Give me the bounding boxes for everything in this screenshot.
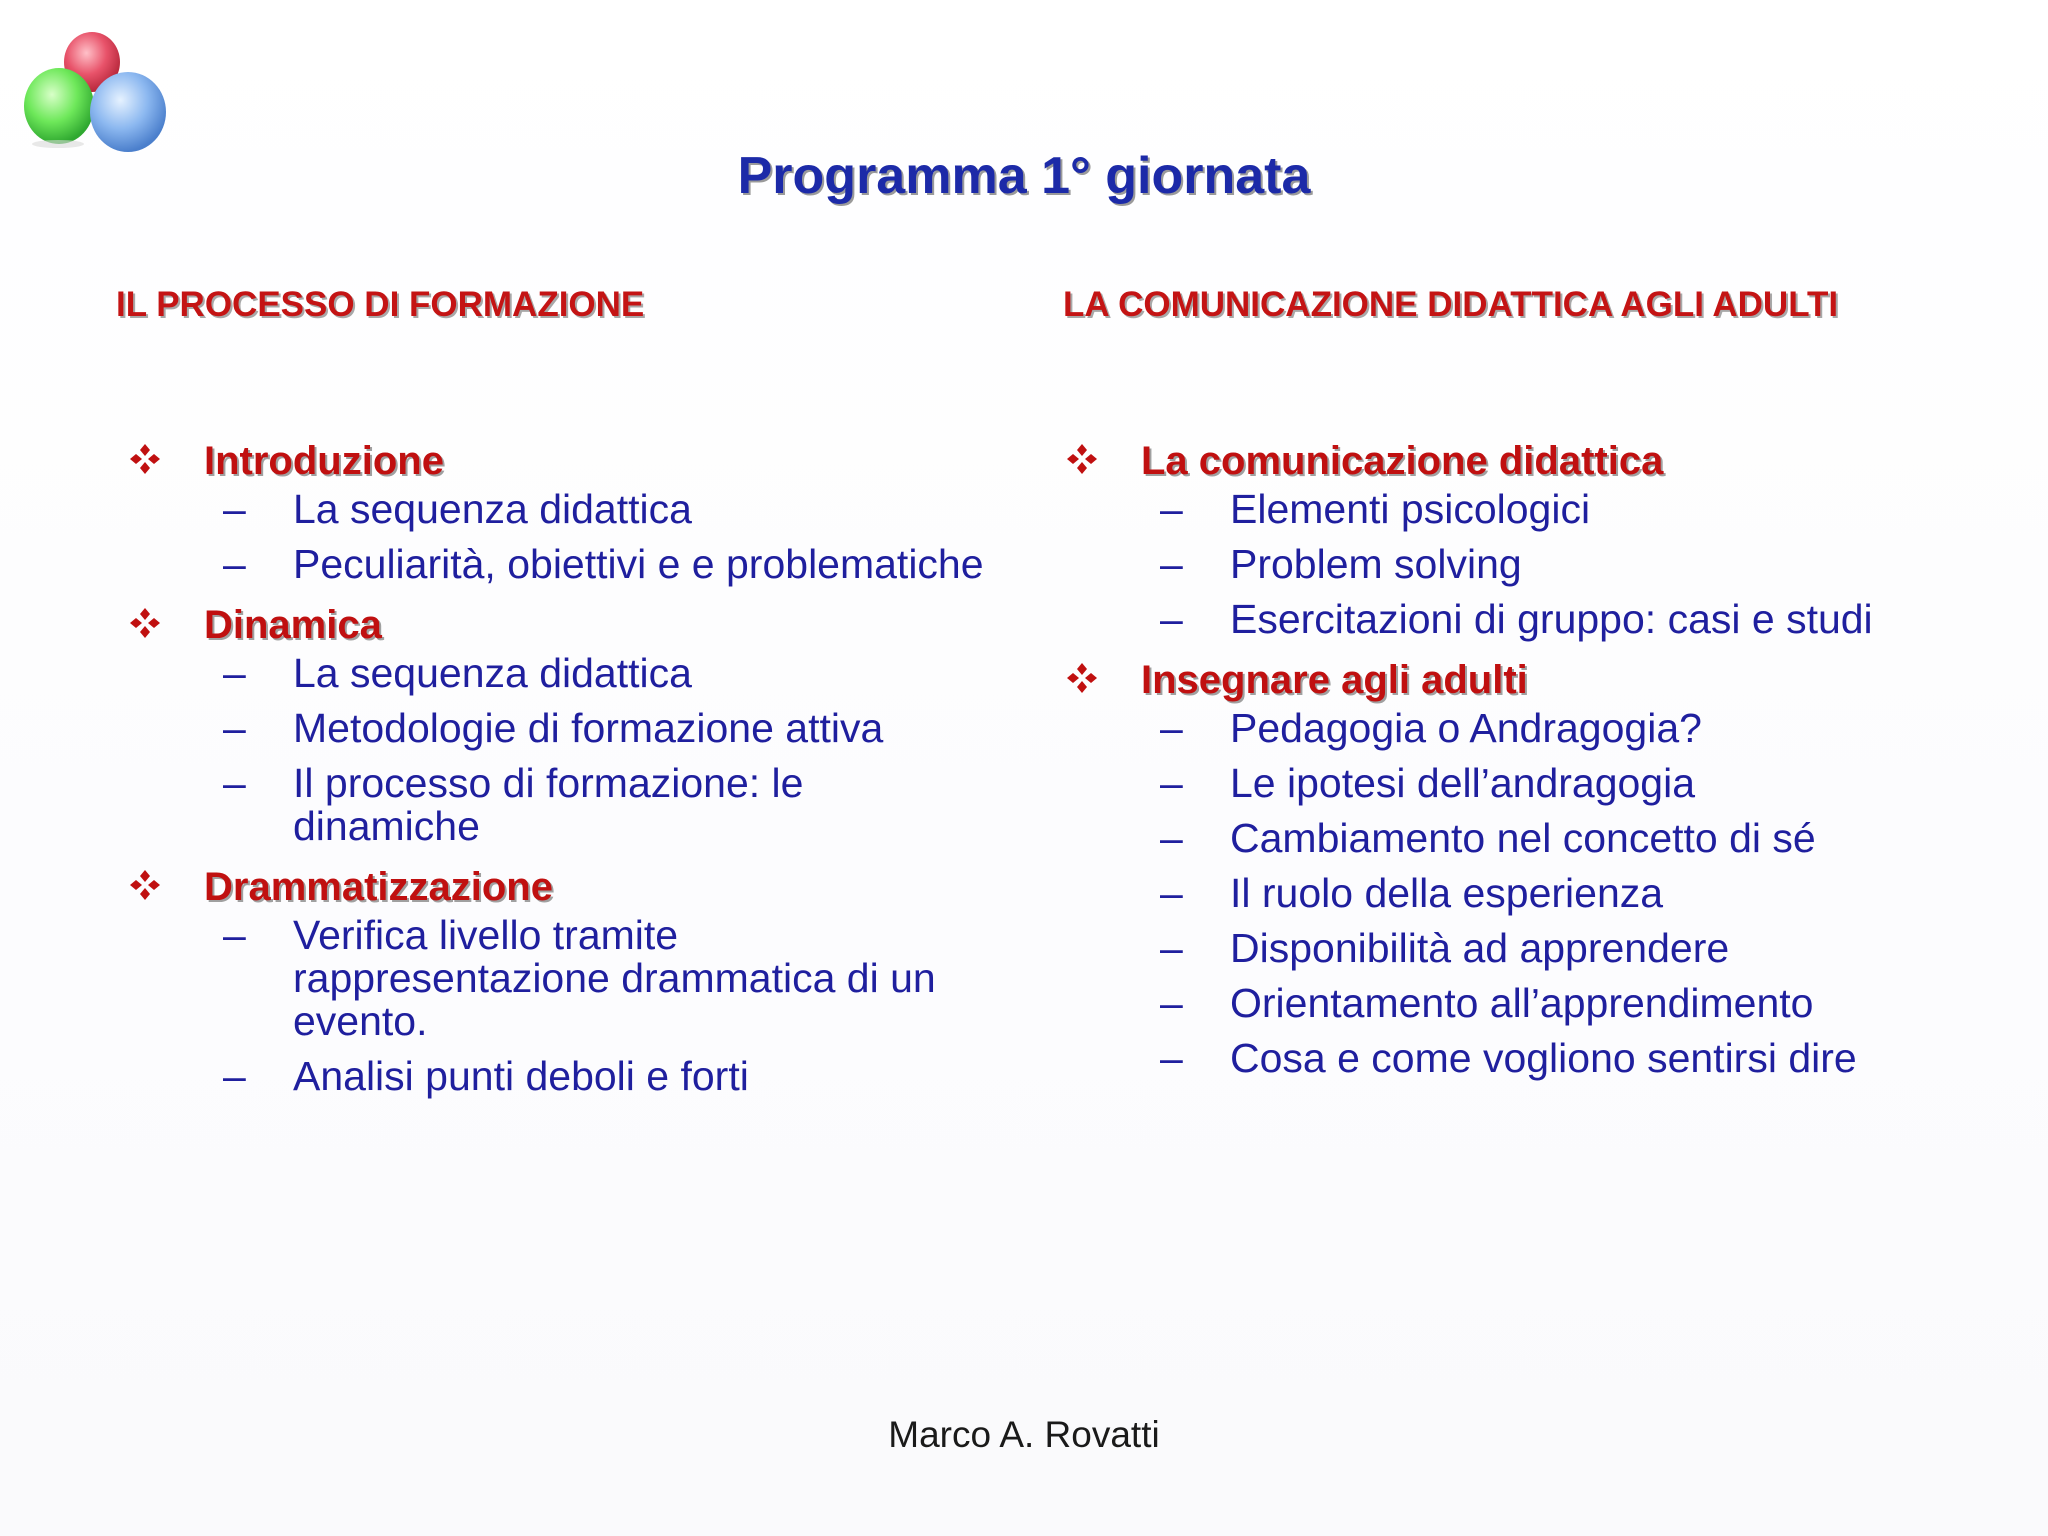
dash-marker: – bbox=[1160, 760, 1183, 806]
section-title: Insegnare agli adulti bbox=[1141, 658, 1528, 702]
footer-author: Marco A. Rovatti bbox=[888, 1414, 1160, 1455]
list-item: – Il ruolo della esperienza bbox=[1160, 870, 1664, 916]
list-item: – Cosa e come vogliono sentirsi dire bbox=[1160, 1035, 1857, 1081]
dash-marker: – bbox=[223, 912, 246, 958]
diamond-bullet-icon bbox=[128, 606, 162, 640]
list-item: – Elementi psicologici bbox=[1160, 486, 1591, 532]
section-comunicazione-didattica bbox=[1065, 434, 2025, 641]
diamond-bullet-icon bbox=[128, 868, 162, 902]
list-item: – La sequenza didattica bbox=[223, 650, 692, 696]
sub-list bbox=[128, 914, 988, 1098]
dash-marker: – bbox=[1160, 1035, 1183, 1081]
dash-marker: – bbox=[1160, 815, 1183, 861]
dash-marker: – bbox=[1160, 486, 1183, 532]
sub-list bbox=[1065, 707, 2025, 1080]
left-column bbox=[128, 434, 988, 1110]
dash-marker: – bbox=[1160, 541, 1183, 587]
sub-list bbox=[1065, 488, 2025, 641]
list-item: – Verifica livello tramite rappresentazione drammatica di un evento. bbox=[223, 912, 936, 1044]
diamond-bullet-icon bbox=[1065, 661, 1099, 695]
list-item: – Peculiarità, obiettivi e e problematiche bbox=[223, 541, 984, 587]
list-item: – Cambiamento nel concetto di sé bbox=[1160, 815, 1816, 861]
sub-list bbox=[128, 488, 988, 586]
section-title: La comunicazione didattica bbox=[1141, 439, 1664, 483]
list-item: – Le ipotesi dell’andragogia bbox=[1160, 760, 1696, 806]
section-title: Dinamica bbox=[204, 603, 382, 647]
dash-marker: – bbox=[223, 650, 246, 696]
diamond-bullet-icon bbox=[1065, 442, 1099, 476]
left-column-heading: IL PROCESSO DI FORMAZIONE bbox=[116, 285, 645, 324]
dash-marker: – bbox=[223, 486, 246, 532]
right-column-heading: LA COMUNICAZIONE DIDATTICA AGLI ADULTI bbox=[1063, 285, 1839, 324]
section-drammatizzazione bbox=[128, 860, 988, 1098]
list-item: – Il processo di formazione: le dinamiche bbox=[223, 760, 804, 849]
dash-marker: – bbox=[223, 760, 246, 806]
dash-marker: – bbox=[223, 1053, 246, 1099]
list-item: – La sequenza didattica bbox=[223, 486, 692, 532]
list-item: – Analisi punti deboli e forti bbox=[223, 1053, 749, 1099]
section-title: Introduzione bbox=[204, 439, 444, 483]
list-item: – Esercitazioni di gruppo: casi e studi bbox=[1160, 596, 1873, 642]
diamond-bullet-icon bbox=[128, 442, 162, 476]
section-title: Drammatizzazione bbox=[204, 865, 553, 909]
section-dinamica bbox=[128, 598, 988, 848]
sub-list bbox=[128, 652, 988, 848]
dash-marker: – bbox=[223, 705, 246, 751]
dash-marker: – bbox=[223, 541, 246, 587]
dash-marker: – bbox=[1160, 705, 1183, 751]
dash-marker: – bbox=[1160, 870, 1183, 916]
list-item: – Problem solving bbox=[1160, 541, 1522, 587]
list-item: – Metodologie di formazione attiva bbox=[223, 705, 884, 751]
list-item: – Orientamento all’apprendimento bbox=[1160, 980, 1814, 1026]
section-introduzione bbox=[128, 434, 988, 586]
slide-title: Programma 1° giornata bbox=[737, 147, 1311, 205]
right-column bbox=[1065, 434, 2025, 1092]
list-item: – Disponibilità ad apprendere bbox=[1160, 925, 1730, 971]
gumdrops-logo-icon bbox=[14, 24, 174, 154]
dash-marker: – bbox=[1160, 980, 1183, 1026]
section-insegnare-adulti bbox=[1065, 653, 2025, 1080]
dash-marker: – bbox=[1160, 596, 1183, 642]
dash-marker: – bbox=[1160, 925, 1183, 971]
list-item: – Pedagogia o Andragogia? bbox=[1160, 705, 1702, 751]
